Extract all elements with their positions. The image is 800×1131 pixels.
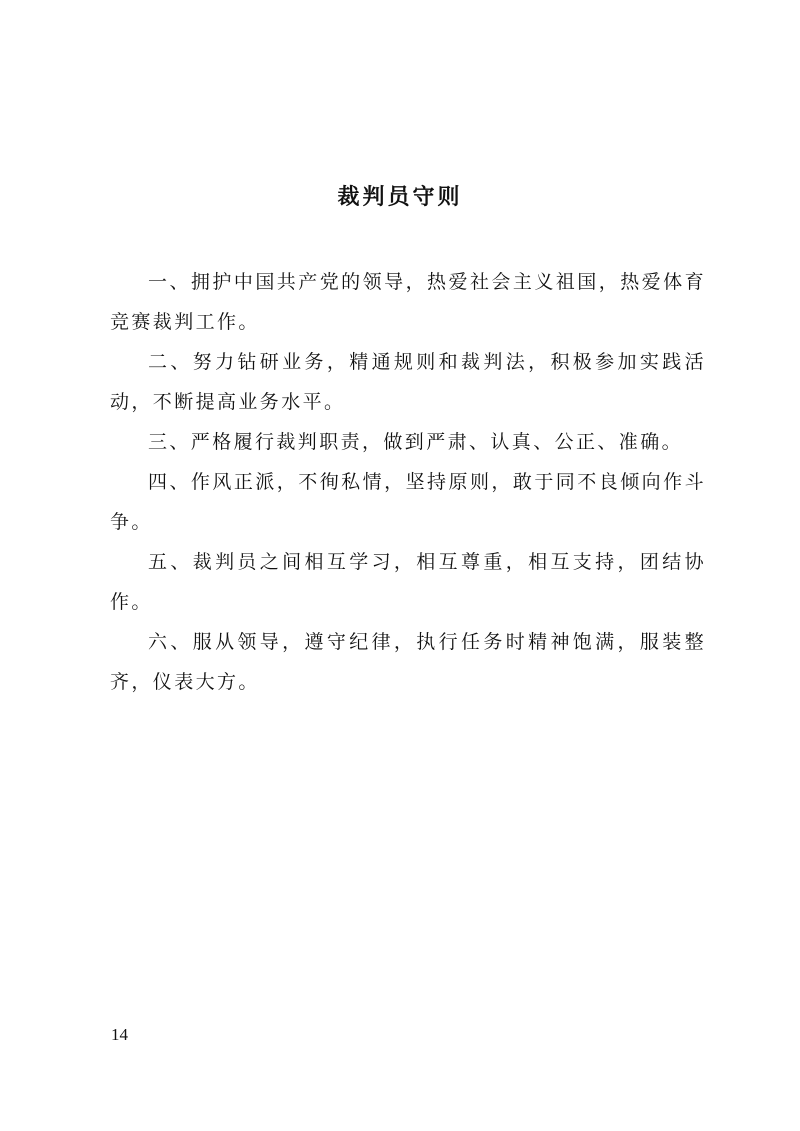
rule-paragraph-5: 五、裁判员之间相互学习，相互尊重，相互支持，团结协作。 [110,551,706,613]
rule-paragraph-4: 四、作风正派，不徇私情，坚持原则，敢于同不良倾向作斗争。 [110,471,706,533]
rules-list [110,262,706,702]
rule-paragraph-2: 二、努力钻研业务，精通规则和裁判法，积极参加实践活动，不断提高业务水平。 [110,351,706,413]
page-title: 裁判员守则 [337,185,463,210]
rule-paragraph-1: 一、拥护中国共产党的领导，热爱社会主义祖国，热爱体育竞赛裁判工作。 [110,271,706,333]
page-number: 14 [111,1025,128,1044]
rule-paragraph-6: 六、服从领导，遵守纪律，执行任务时精神饱满，服装整齐，仪表大方。 [110,631,706,693]
rule-paragraph-3: 三、严格履行裁判职责，做到严肃、认真、公正、准确。 [148,431,684,453]
